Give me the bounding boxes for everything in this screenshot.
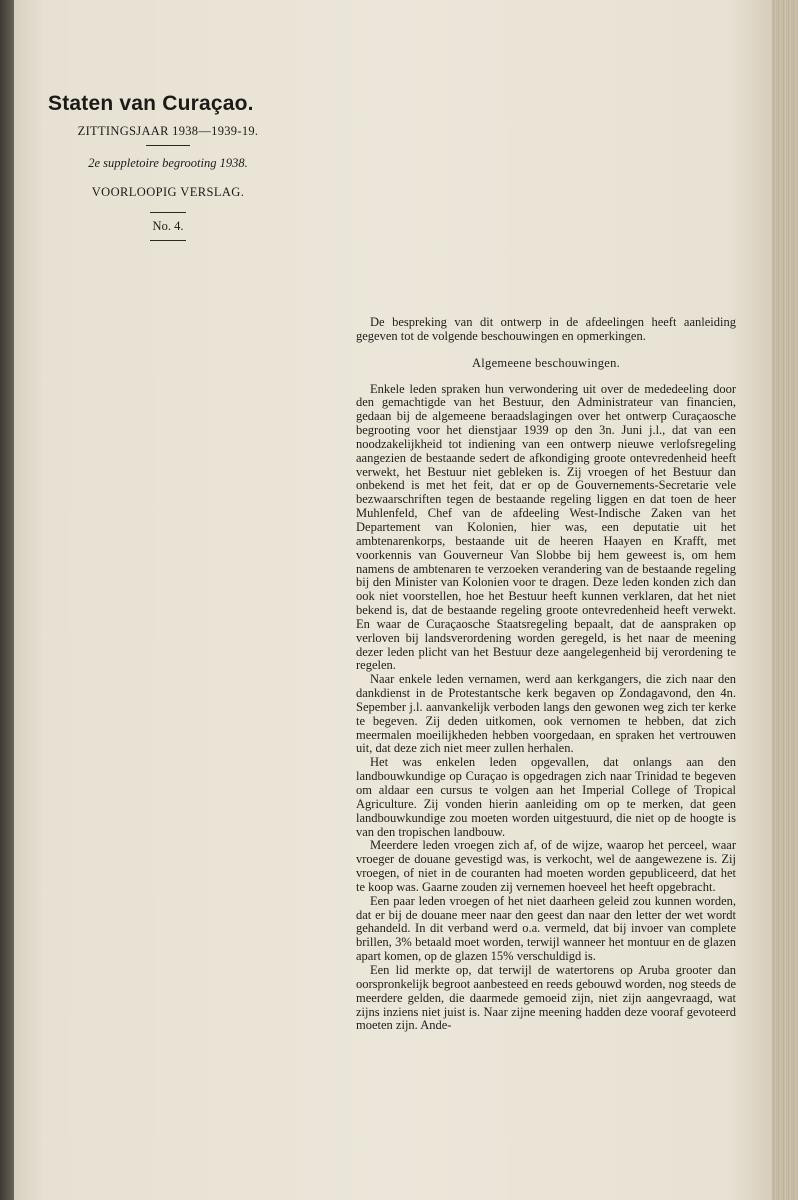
- divider: [150, 212, 186, 213]
- document-body: [356, 316, 736, 1033]
- page-edge: [772, 0, 798, 1200]
- paragraph: Het was enkelen leden opgevallen, dat onlangs aan den landbouwkundige op Curaçao is opgedragen zich naar Trinidad te begeven om aldaar een cursus te volgen aan het Imperial College of Tropical Agriculture. Zij vonden hierin aanleiding om op te merken, dat geen landbouwkundige zou moeten worden uitgestuurd, die niet op de hoogte is van den tropischen landbouw.: [356, 755, 736, 839]
- report-type: VOORLOOPIG VERSLAG.: [91, 185, 245, 199]
- section-heading: Algemeene beschouwingen.: [471, 355, 621, 370]
- book-binding: [0, 0, 14, 1200]
- divider: [146, 145, 190, 146]
- document-header: [48, 92, 288, 247]
- paragraph: Naar enkele leden vernamen, werd aan kerkgangers, die zich naar den dankdienst in de Protestantsche kerk begaven op Zondagavond, den 4n. Sepember j.l. aanvankelijk verboden langs den gewonen weg zich ter kerke te begeven. Zij deden uitkomen, ook vernomen te hebben, dat zich meermalen moeilijkheden hebben voorgedaan, en spraken het vertrouwen uit, dat deze zich niet meer zullen herhalen.: [356, 672, 736, 756]
- budget-title: 2e suppletoire begrooting 1938.: [88, 156, 248, 170]
- paragraph: Een paar leden vroegen of het niet daarheen geleid zou kunnen worden, dat er bij de douane meer naar den geest dan naar den letter der wet wordt gehandeld. In dit verband werd o.a. vermeld, dat bij invoer van complete brillen, 3% betaald moet worden, terwijl wanneer het montuur en de glazen apart komen, op de glazen 15% verschuldigd is.: [356, 893, 736, 964]
- document-title: Staten van Curaçao.: [48, 92, 254, 115]
- document-number: No. 4.: [152, 219, 184, 233]
- paragraph: Meerdere leden vroegen zich af, of de wijze, waarop het perceel, waar vroeger de douane gevestigd was, is verkocht, wel de aangewezene is. Zij vroegen, of niet in de couranten had moeten worden gepubliceerd, dat het te koop was. Gaarne zouden zij vernemen hoeveel het heeft opgebracht.: [356, 838, 736, 894]
- session-year: ZITTINGSJAAR 1938—1939-19.: [77, 124, 259, 138]
- intro-paragraph: De bespreking van dit ontwerp in de afdeelingen heeft aanleiding gegeven tot de volgende beschouwingen en opmerkingen.: [356, 315, 736, 343]
- paragraph: Enkele leden spraken hun verwondering uit over de mededeeling door den gemachtigde van het Bestuur, den Administrateur van financien, gedaan bij de algemeene beraadslagingen over het ontwerp Curaçaosche begrooting voor het dienstjaar 1939 op den 3n. Juni j.l., dat van een noodzakelijkheid tot indiening van een ontwerp nieuwe verlofsregeling aangezien de bestaande sedert de afkondiging groote ontevredenheid heeft verwekt, het Bestuur niet gebleken is. Zij vroegen of het Bestuur dan onbekend is met het feit, dat er op de Gouvernements-Secretarie vele bezwaarschriften tegen de bestaande regeling liggen en dat toen de heer Muhlenfeld, Chef van de afdeeling West-Indische Zaken van het Departement van Kolonien, hier was, een deputatie uit het ambtenarenkorps, bestaande uit de heeren Haayen en Krafft, met voorkennis van Gouverneur Van Slobbe bij hem geweest is, om hem namens de ambtenaren te verzoeken verandering van de bestaande regeling bij den Minister van Kolonien voor te dragen. Deze leden konden zich dan ook niet voorstellen, hoe het Bestuur heeft kunnen verklaren, dat het niet bekend is, dat de bestaande regeling groote ontevredenheid heeft verwekt. En waar de Curaçaosche Staatsregeling bepaalt, dat de aanspraken op verloven bij landsverordening worden geregeld, is het naar de meening dezer leden plicht van het Bestuur deze aangelegenheid bij verordening te regelen.: [356, 381, 736, 673]
- divider: [150, 240, 186, 241]
- paragraph: Een lid merkte op, dat terwijl de watertorens op Aruba grooter dan oorspronkelijk begroot aanbesteed en reeds gebouwd worden, nog steeds de meerdere gelden, die daarmede gemoeid zijn, niet zijn aangevraagd, wat zijns inziens niet juist is. Naar zijne meening hadden deze vooraf gevoteerd moeten zijn. Ande-: [356, 962, 736, 1033]
